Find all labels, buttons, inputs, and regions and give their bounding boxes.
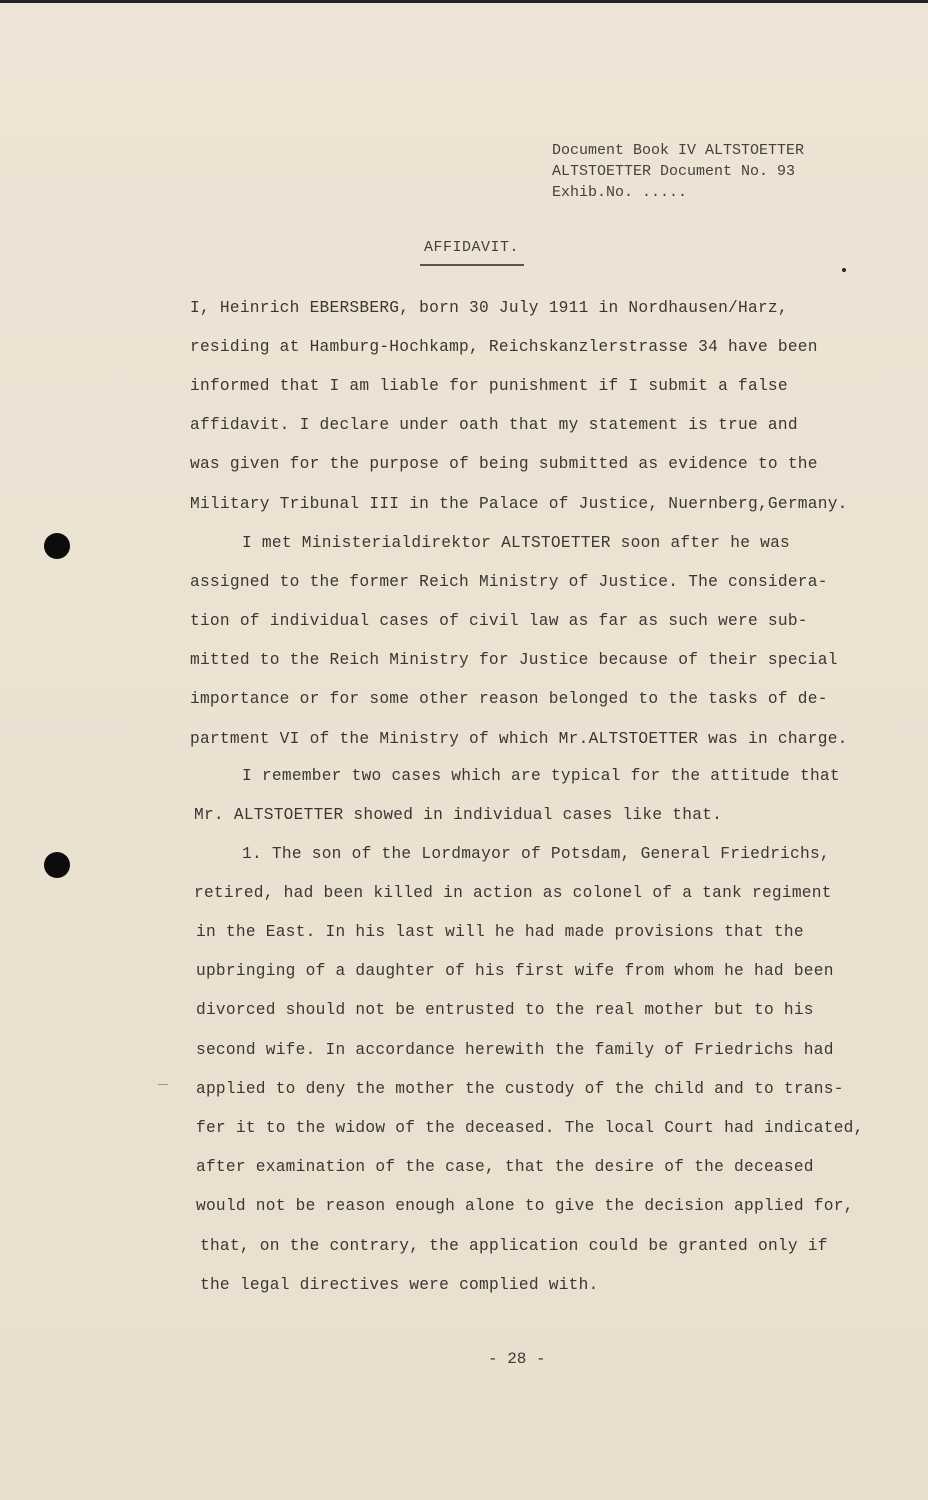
page-number: - 28 - [488, 1350, 546, 1368]
margin-mark [158, 1084, 168, 1085]
document-title: AFFIDAVIT. [424, 239, 520, 256]
body-line: residing at Hamburg-Hochkamp, Reichskanzlerstrasse 34 have been [190, 338, 818, 356]
punch-hole [44, 852, 70, 878]
body-line: 1. The son of the Lordmayor of Potsdam, General Friedrichs, [242, 845, 830, 863]
ink-mark [842, 268, 846, 272]
body-line: affidavit. I declare under oath that my statement is true and [190, 416, 798, 434]
body-line: mitted to the Reich Ministry for Justice because of their special [190, 651, 838, 669]
body-line: I remember two cases which are typical for the attitude that [242, 767, 840, 785]
body-line: I, Heinrich EBERSBERG, born 30 July 1911 in Nordhausen/Harz, [190, 299, 788, 317]
body-line: retired, had been killed in action as colonel of a tank regiment [194, 884, 832, 902]
body-line: informed that I am liable for punishment if I submit a false [190, 377, 788, 395]
body-line: Military Tribunal III in the Palace of Justice, Nuernberg,Germany. [190, 495, 848, 513]
body-line: tion of individual cases of civil law as far as such were sub- [190, 612, 808, 630]
body-line: assigned to the former Reich Ministry of Justice. The considera- [190, 573, 828, 591]
body-line: fer it to the widow of the deceased. The local Court had indicated, [196, 1119, 864, 1137]
body-line: in the East. In his last will he had made provisions that the [196, 923, 804, 941]
page-top-edge [0, 0, 928, 3]
body-line: would not be reason enough alone to give the decision applied for, [196, 1197, 854, 1215]
body-line: I met Ministerialdirektor ALTSTOETTER soon after he was [242, 534, 791, 552]
document-reference-header [552, 140, 804, 203]
body-line: the legal directives were complied with. [200, 1276, 599, 1294]
body-line: partment VI of the Ministry of which Mr.ALTSTOETTER was in charge. [190, 730, 848, 748]
body-line: divorced should not be entrusted to the real mother but to his [196, 1001, 814, 1019]
header-line: Document Book IV ALTSTOETTER [552, 142, 805, 159]
header-line: ALTSTOETTER Document No. 93 [552, 163, 796, 180]
body-line: after examination of the case, that the desire of the deceased [196, 1158, 814, 1176]
punch-hole [44, 533, 70, 559]
body-line: was given for the purpose of being submitted as evidence to the [190, 455, 818, 473]
body-line: Mr. ALTSTOETTER showed in individual cases like that. [194, 806, 723, 824]
body-line: that, on the contrary, the application could be granted only if [200, 1237, 828, 1255]
body-line: upbringing of a daughter of his first wife from whom he had been [196, 962, 834, 980]
body-line: importance or for some other reason belonged to the tasks of de- [190, 690, 828, 708]
header-line: Exhib.No. ..... [552, 184, 688, 201]
title-underline [420, 264, 524, 266]
body-line: applied to deny the mother the custody of the child and to trans- [196, 1080, 844, 1098]
body-line: second wife. In accordance herewith the family of Friedrichs had [196, 1041, 834, 1059]
